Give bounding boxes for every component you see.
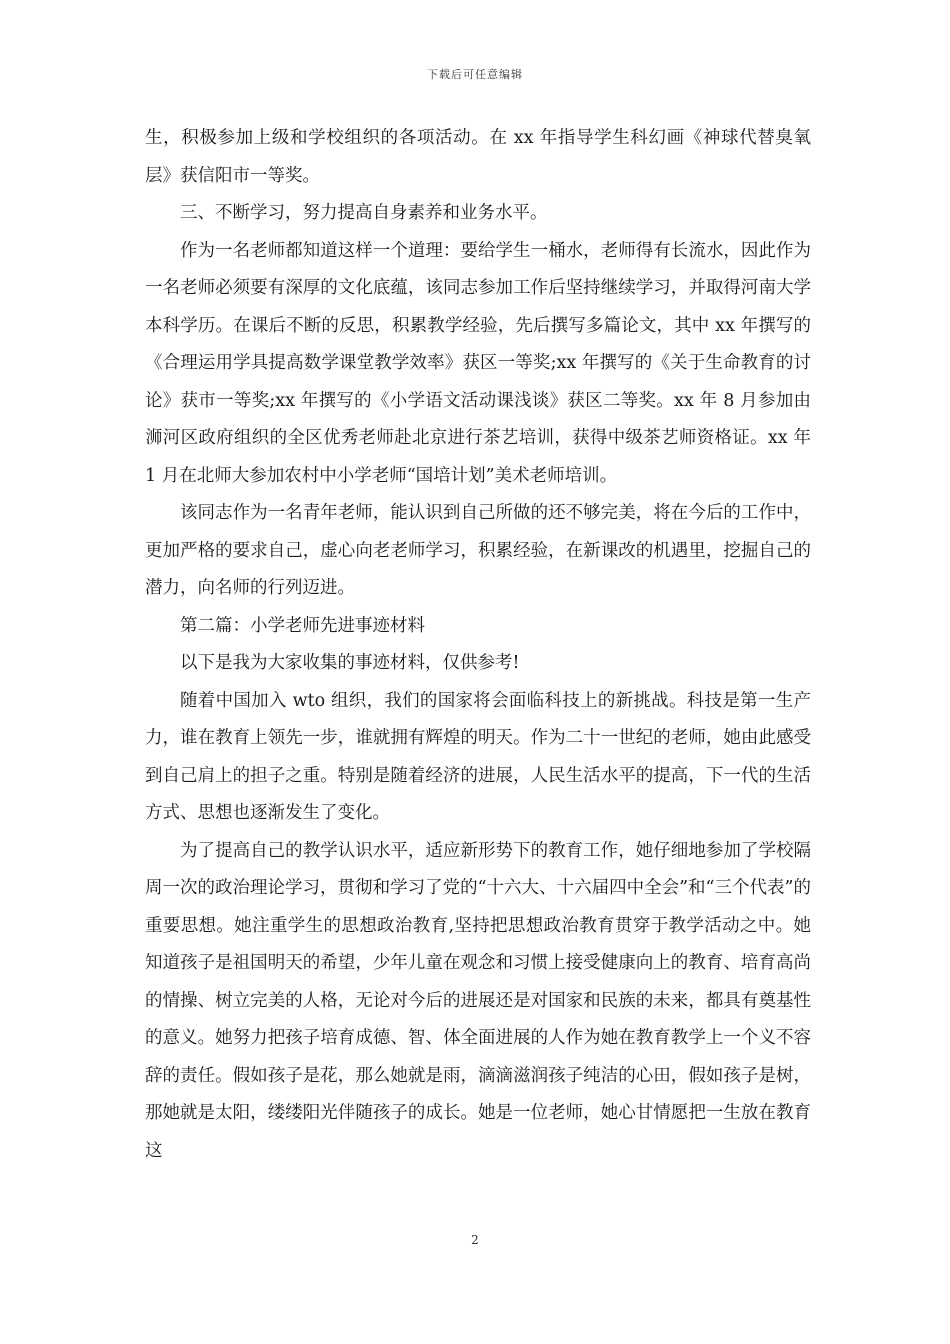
page-number: 2 [471,1233,479,1247]
paragraph-4: 该同志作为一名青年老师，能认识到自己所做的还不够完美，将在今后的工作中，更加严格的要求自己，虚心向老老师学习，积累经验，在新课改的机遇里，挖掘自己的潜力，向名师的行列迈进。 [145,503,811,598]
paragraph-8: 为了提高自己的教学认识水平，适应新形势下的教育工作，她仔细地参加了学校隔周一次的政治理论学习，贯彻和学习了党的“十六大、十六届四中全会”和“三个代表”的重要思想。她注重学生的思想政治教育,坚持把思想政治教育贯穿于教学活动之中。她知道孩子是祖国明天的希望，少年儿童在观念和习惯上接受健康向上的教育、培育高尚的情操、树立完美的人格，无论对今后的进展还是对国家和民族的未来，都具有奠基性的意义。她努力把孩子培育成德、智、体全面进展的人作为她在教育教学上一个义不容辞的责任。假如孩子是花，那么她就是雨，滴滴滋润孩子纯洁的心田，假如孩子是树，那她就是太阳，缕缕阳光伴随孩子的成长。她是一位老师，她心甘情愿把一生放在教育这 [145,840,811,1161]
chapter-title: 第二篇：小学老师先进事迹材料 [180,615,425,636]
document-body [145,120,811,1170]
paragraph-3: 作为一名老师都知道这样一个道理：要给学生一桶水，老师得有长流水，因此作为一名老师必须要有深厚的文化底蕴，该同志参加工作后坚持继续学习，并取得河南大学本科学历。在课后不断的反思，积累教学经验，先后撰写多篇论文，其中 xx 年撰写的《合理运用学具提高数学课堂教学效率》获区一等奖;xx 年撰写的《关于生命教育的讨论》获市一等奖;xx 年撰写的《小学语文活动课浅谈》获区二等奖。xx 年 8 月参加由浉河区政府组织的全区优秀老师赴北京进行茶艺培训，获得中级茶艺师资格证。xx 年 1 月在北师大参加农村中小学老师“国培计划”美术老师培训。 [145,240,811,486]
page-header: 下载后可任意编辑 [427,68,523,81]
paragraph-7: 随着中国加入 wto 组织，我们的国家将会面临科技上的新挑战。科技是第一生产力，谁在教育上领先一步，谁就拥有辉煌的明天。作为二十一世纪的老师，她由此感受到自己肩上的担子之重。特别是随着经济的进展，人民生活水平的提高，下一代的生活方式、思想也逐渐发生了变化。 [145,690,811,823]
intro-line: 以下是我为大家收集的事迹材料，仅供参考! [180,653,520,673]
section-heading: 三、不断学习，努力提高自身素养和业务水平。 [180,203,548,223]
paragraph-1: 生，积极参加上级和学校组织的各项活动。在 xx 年指导学生科幻画《神球代替臭氧层》获信阳市一等奖。 [145,128,811,186]
